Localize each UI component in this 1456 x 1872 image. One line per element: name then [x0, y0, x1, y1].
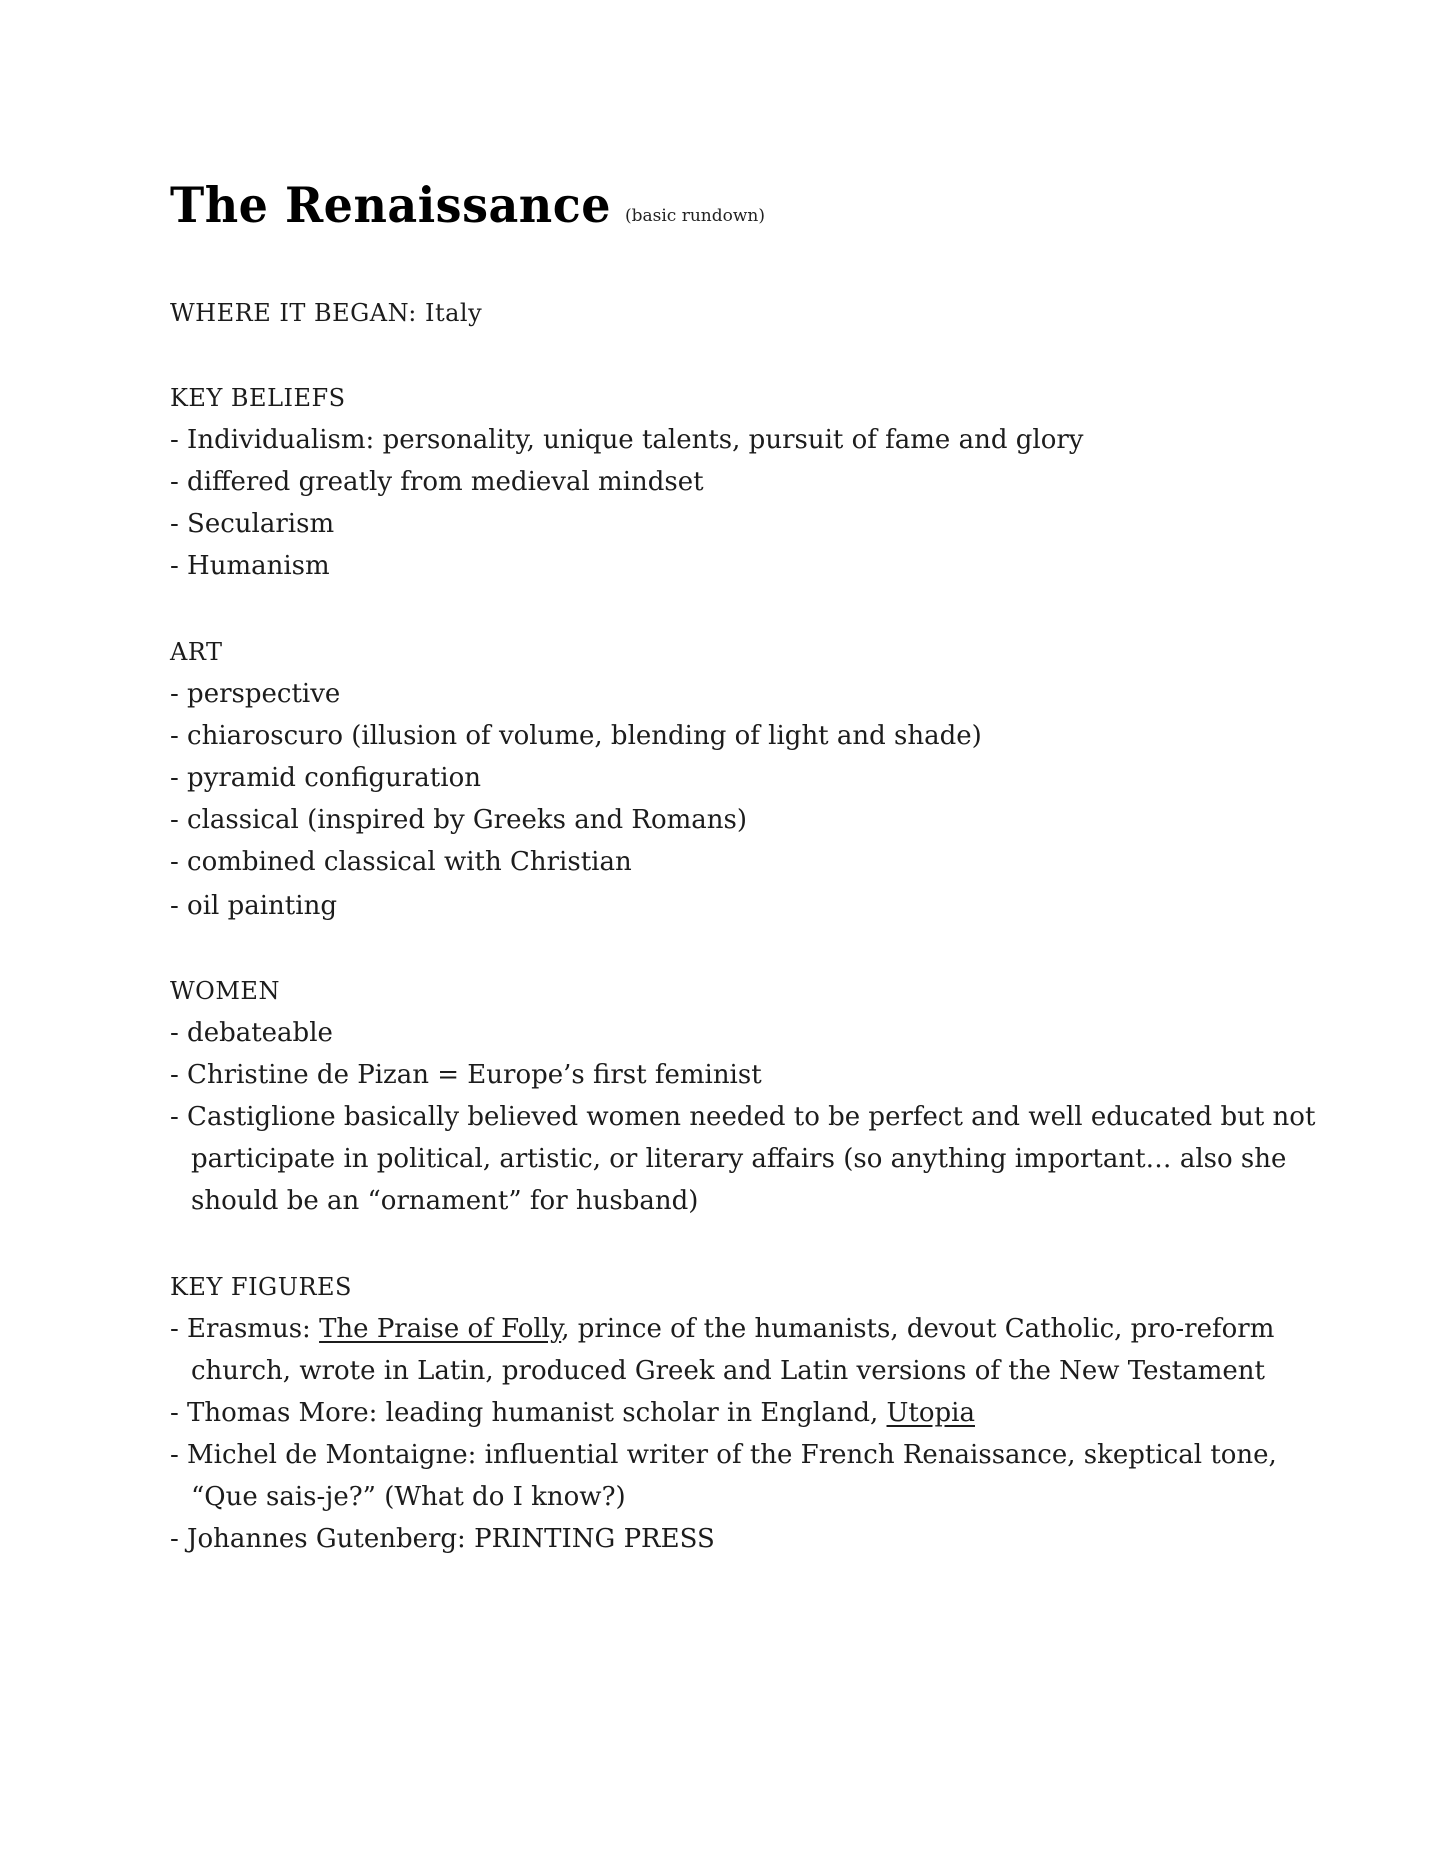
figure-montaigne: - Michel de Montaigne: influential writer of the French Renaissance, skeptical tone,: [170, 1440, 1277, 1470]
figure-erasmus: [170, 1308, 1274, 1350]
women-item: - Christine de Pizan = Europe’s first feminist: [170, 1060, 762, 1090]
erasmus-work-title: The Praise of Folly: [319, 1314, 562, 1344]
women-item: - debateable: [170, 1018, 333, 1048]
art-item: - perspective: [170, 679, 341, 709]
erasmus-description: , prince of the humanists, devout Catholic, pro-reform: [561, 1314, 1275, 1344]
women-item-continuation: participate in political, artistic, or literary affairs (so anything important… also she: [191, 1144, 1287, 1174]
art-item: - combined classical with Christian: [170, 847, 632, 877]
art-item: - oil painting: [170, 891, 337, 921]
women-item: - Castiglione basically believed women needed to be perfect and well educated but not: [170, 1102, 1316, 1132]
title-row: [170, 178, 765, 232]
page-subtitle: (basic rundown): [625, 206, 766, 226]
art-item: - pyramid configuration: [170, 763, 481, 793]
figure-gutenberg: - Johannes Gutenberg: PRINTING PRESS: [170, 1524, 715, 1554]
page-title: The Renaissance: [170, 176, 611, 234]
origin-line: WHERE IT BEGAN: Italy: [170, 299, 483, 327]
key-beliefs-heading: KEY BELIEFS: [170, 384, 346, 412]
figure-erasmus-continuation: church, wrote in Latin, produced Greek and Latin versions of the New Testament: [191, 1356, 1265, 1386]
key-beliefs-item: - differed greatly from medieval mindset: [170, 467, 704, 497]
figure-more: [170, 1392, 975, 1434]
women-heading: WOMEN: [170, 977, 280, 1005]
art-heading: ART: [170, 638, 223, 666]
art-item: - chiaroscuro (illusion of volume, blending of light and shade): [170, 721, 982, 751]
erasmus-prefix: - Erasmus:: [170, 1314, 320, 1344]
key-beliefs-item: - Humanism: [170, 551, 330, 581]
key-beliefs-item: - Individualism: personality, unique talents, pursuit of fame and glory: [170, 425, 1084, 455]
art-item: - classical (inspired by Greeks and Romans): [170, 805, 748, 835]
more-work-title: Utopia: [886, 1398, 975, 1428]
more-description: - Thomas More: leading humanist scholar in England,: [170, 1398, 887, 1428]
figure-montaigne-continuation: “Que sais-je?” (What do I know?): [191, 1482, 626, 1512]
key-beliefs-item: - Secularism: [170, 509, 335, 539]
women-item-continuation: should be an “ornament” for husband): [191, 1186, 699, 1216]
key-figures-heading: KEY FIGURES: [170, 1273, 352, 1301]
